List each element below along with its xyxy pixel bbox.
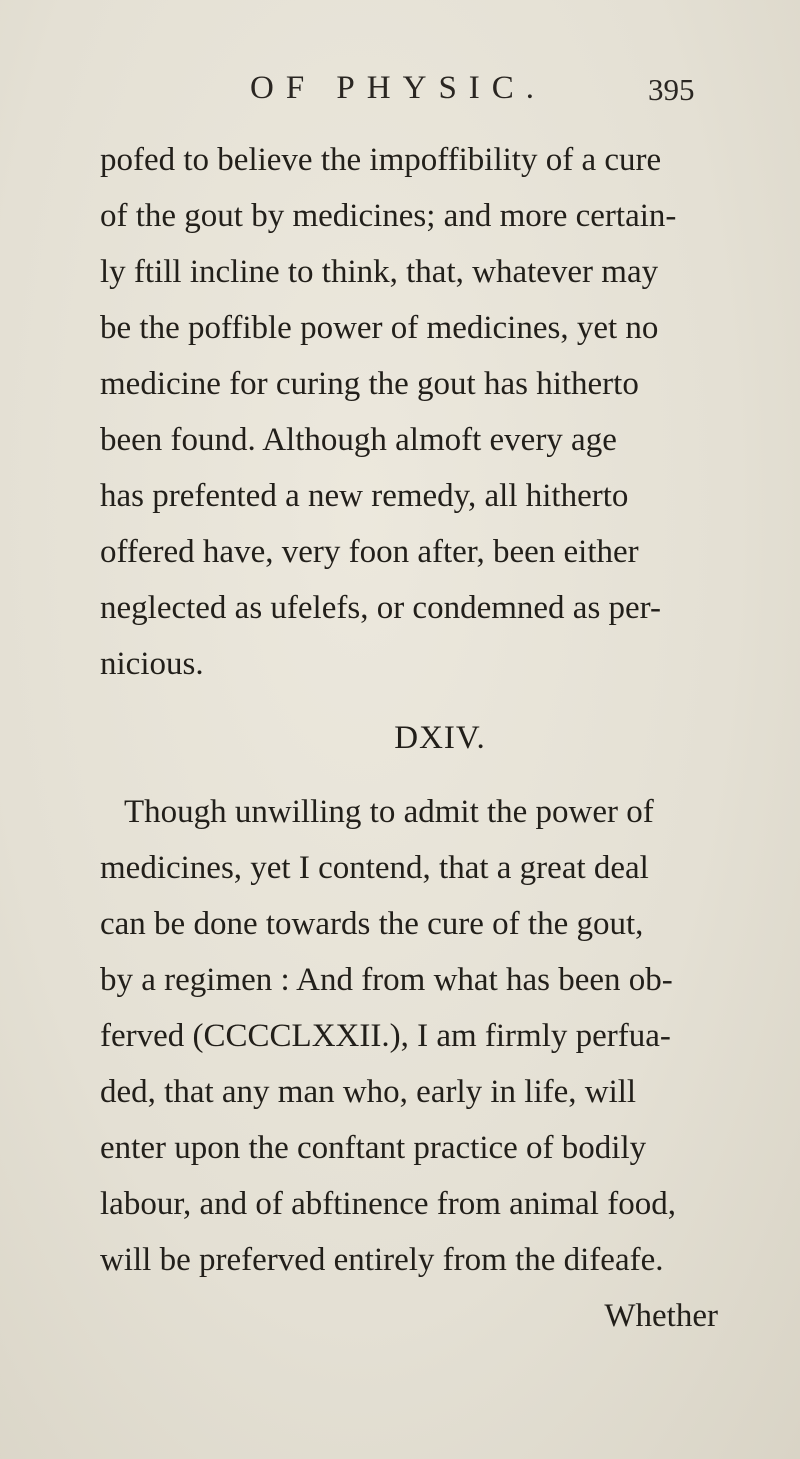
text-line: enter upon the conftant practice of bodily — [100, 1130, 647, 1166]
text-line: by a regimen : And from what has been ob- — [100, 962, 673, 998]
page-number: 395 — [648, 72, 695, 107]
section-heading: DXIV. — [394, 720, 486, 756]
text-line: be the poffible power of medicines, yet no — [100, 310, 659, 346]
text-line: of the gout by medicines; and more certain- — [100, 198, 677, 234]
text-line: been found. Although almoft every age — [100, 422, 617, 458]
text-line: ded, that any man who, early in life, will — [100, 1074, 637, 1110]
text-line: neglected as ufelefs, or condemned as per- — [100, 590, 661, 626]
text-line: pofed to believe the impoffibility of a cure — [100, 142, 662, 178]
catchword: Whether — [604, 1298, 718, 1334]
text-line: nicious. — [100, 646, 204, 682]
text-line: can be done towards the cure of the gout, — [100, 906, 644, 942]
text-line: ferved (CCCCLXXII.), I am firmly perfua- — [100, 1018, 671, 1054]
text-line: has prefented a new remedy, all hitherto — [100, 478, 629, 514]
body-text — [100, 132, 740, 1344]
running-head-title: OF PHYSIC. — [250, 70, 547, 106]
text-line: medicines, yet I contend, that a great deal — [100, 850, 649, 886]
text-line: ly ftill incline to think, that, whatever may — [100, 254, 659, 290]
text-line: labour, and of abftinence from animal food, — [100, 1186, 676, 1222]
text-line: will be preferved entirely from the difeafe. — [100, 1242, 664, 1278]
text-line: offered have, very foon after, been either — [100, 534, 639, 570]
running-head — [0, 70, 800, 120]
text-line: medicine for curing the gout has hitherto — [100, 366, 639, 402]
text-line: Though unwilling to admit the power of — [124, 794, 654, 830]
